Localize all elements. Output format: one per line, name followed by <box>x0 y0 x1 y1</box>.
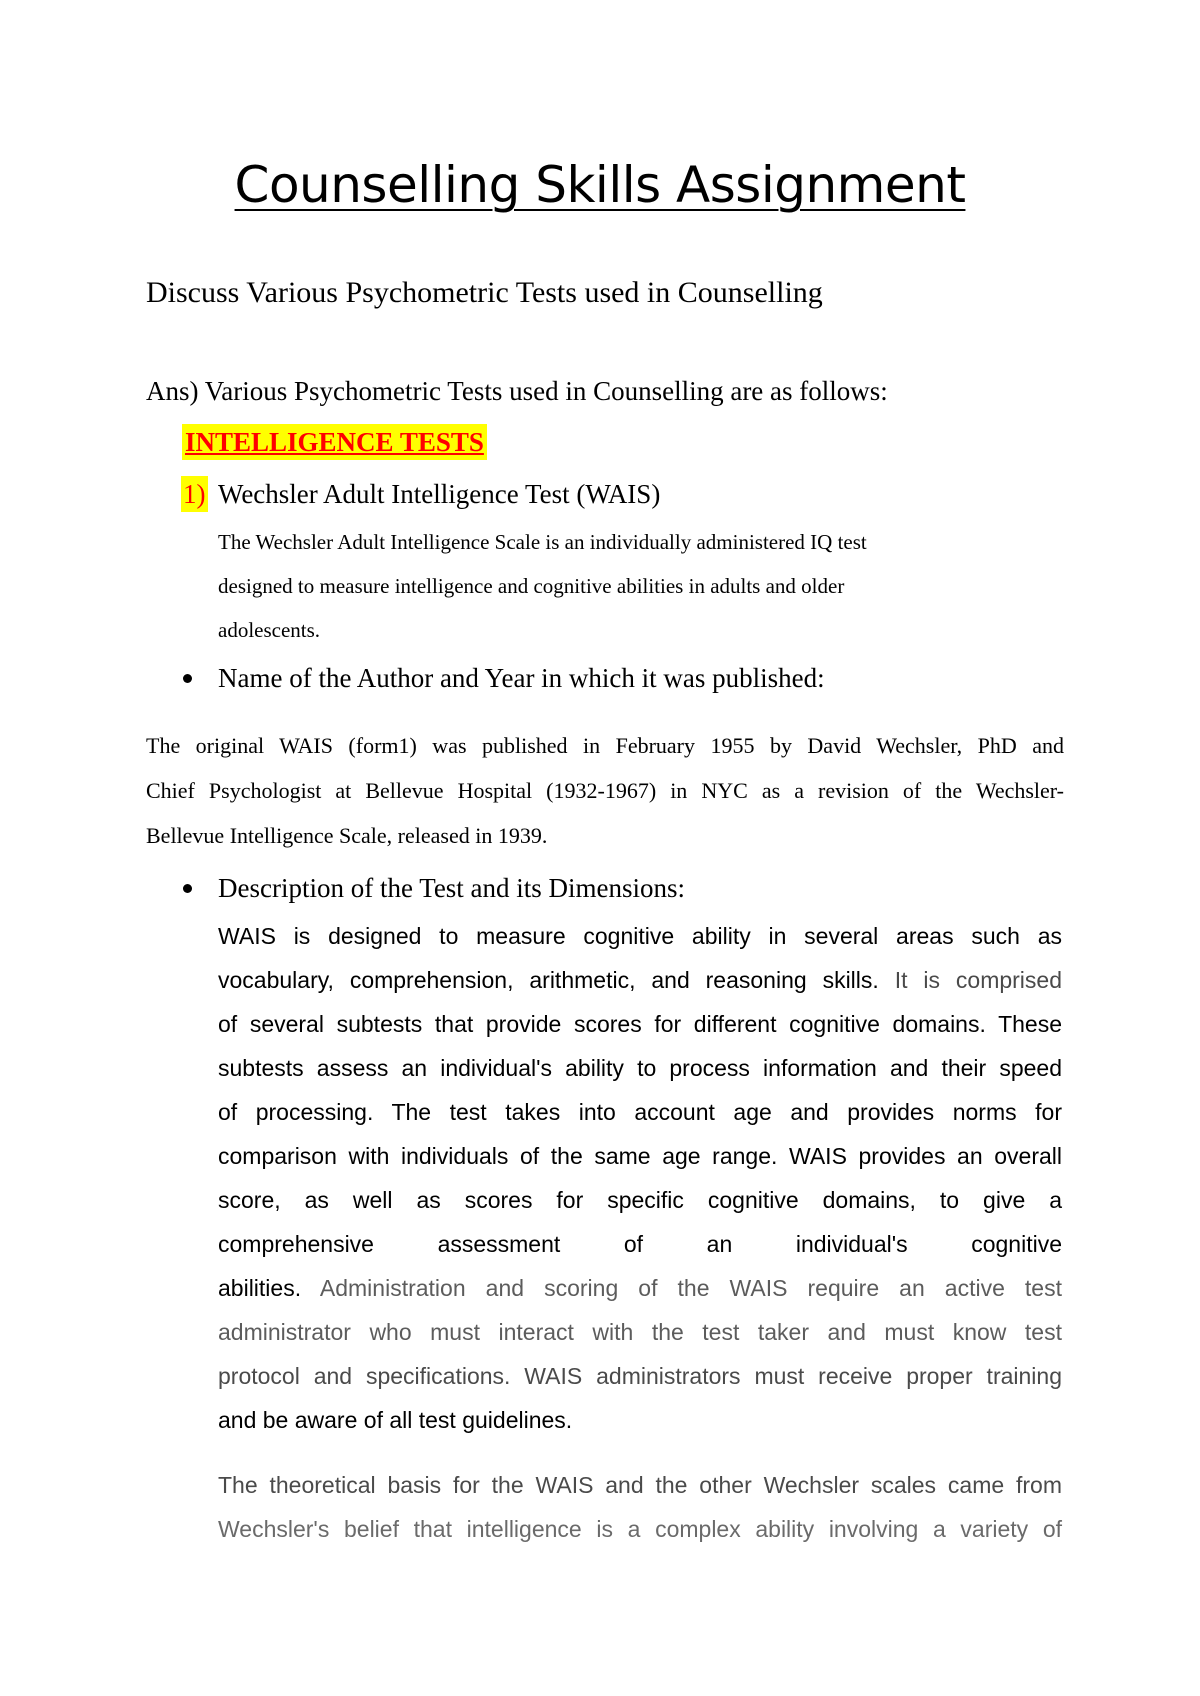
document-title-text: Counselling Skills Assignment <box>234 156 966 214</box>
description-line-part: vocabulary, comprehension, arithmetic, and reasoning skills. <box>218 967 879 993</box>
author-paragraph-line: Chief Psychologist at Bellevue Hospital (1932-1967) in NYC as a revision of the Wechsler- <box>146 778 1064 803</box>
theory-paragraph <box>218 1463 1062 1551</box>
description-line: and be aware of all test guidelines. <box>218 1407 573 1433</box>
description-line: comparison with individuals of the same age range. WAIS provides an overall <box>218 1143 1062 1169</box>
description-line-part: abilities. <box>218 1275 302 1301</box>
description-line <box>218 958 1062 1002</box>
description-line <box>218 1266 1062 1310</box>
bullet-description-heading: Description of the Test and its Dimensions: <box>218 873 686 903</box>
test-name: Wechsler Adult Intelligence Test (WAIS) <box>218 479 661 509</box>
description-line: of several subtests that provide scores for different cognitive domains. These <box>218 1011 1062 1037</box>
bullet-dot-icon <box>183 674 192 683</box>
test-summary-line: designed to measure intelligence and cognitive abilities in adults and older <box>218 574 845 598</box>
theory-line: The theoretical basis for the WAIS and the other Wechsler scales came from <box>218 1472 1062 1498</box>
document-title <box>0 150 1200 220</box>
bullet-dot-icon <box>183 884 192 893</box>
description-line: comprehensive assessment of an individual's cognitive <box>218 1231 1062 1257</box>
author-paragraph-line: Bellevue Intelligence Scale, released in 1939. <box>146 823 548 848</box>
author-paragraph <box>146 723 1064 858</box>
description-paragraph <box>218 914 1062 1442</box>
description-line: administrator who must interact with the test taker and must know test <box>218 1319 1062 1345</box>
answer-intro: Ans) Various Psychometric Tests used in Counselling are as follows: <box>146 376 888 406</box>
test-summary <box>218 520 978 652</box>
bullet-author-heading: Name of the Author and Year in which it was published: <box>218 663 825 693</box>
question-text: Discuss Various Psychometric Tests used in Counselling <box>146 276 823 309</box>
description-line: of processing. The test takes into account age and provides norms for <box>218 1099 1062 1125</box>
author-paragraph-line: The original WAIS (form1) was published in February 1955 by David Wechsler, PhD and <box>146 733 1064 758</box>
description-line: protocol and specifications. WAIS administrators must receive proper training <box>218 1363 1062 1389</box>
test-number-label: 1) <box>181 476 208 512</box>
test-summary-line: adolescents. <box>218 618 321 642</box>
description-line: subtests assess an individual's ability to process information and their speed <box>218 1055 1062 1081</box>
description-line-part: It is comprised <box>878 967 1062 993</box>
test-summary-line: The Wechsler Adult Intelligence Scale is an individually administered IQ test <box>218 530 867 554</box>
theory-line: Wechsler's belief that intelligence is a complex ability involving a variety of <box>218 1516 1062 1542</box>
description-line: WAIS is designed to measure cognitive ability in several areas such as <box>218 923 1062 949</box>
description-line-part: Administration and scoring of the WAIS require an active test <box>301 1275 1062 1301</box>
section-heading-intelligence-tests: INTELLIGENCE TESTS <box>182 424 487 460</box>
description-line: score, as well as scores for specific cognitive domains, to give a <box>218 1187 1062 1213</box>
